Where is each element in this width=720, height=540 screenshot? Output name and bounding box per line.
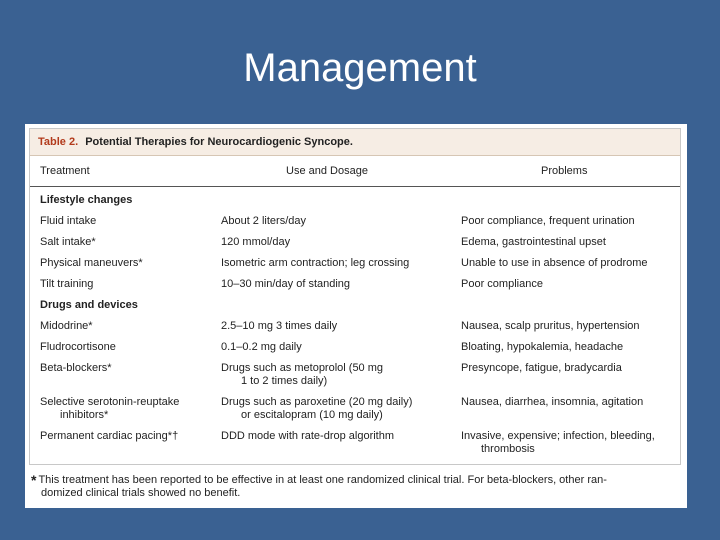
- header-use-dosage: Use and Dosage: [286, 165, 368, 177]
- footnote-marker: *: [31, 472, 37, 488]
- table-panel: [25, 124, 687, 508]
- problems-cell: [461, 278, 676, 291]
- problems-cell-line: thrombosis: [481, 443, 535, 455]
- problems-cell: [461, 430, 676, 456]
- problems-cell-line: Poor compliance: [461, 278, 543, 290]
- treatment-cell: [40, 362, 220, 375]
- use-dosage-cell-line: Drugs such as metoprolol (50 mg: [221, 362, 384, 374]
- treatment-cell-line: Permanent cardiac pacing*†: [40, 430, 179, 442]
- treatment-cell-line: Midodrine*: [40, 320, 93, 332]
- use-dosage-cell: [221, 215, 459, 228]
- problems-cell-line: Unable to use in absence of prodrome: [461, 257, 648, 269]
- problems-cell: [461, 236, 676, 249]
- use-dosage-cell: [221, 396, 459, 422]
- treatment-cell-line: Tilt training: [40, 278, 94, 290]
- problems-cell-line: Bloating, hypokalemia, headache: [461, 341, 624, 353]
- problems-cell: [461, 257, 676, 270]
- treatment-cell-line: Salt intake*: [40, 236, 96, 248]
- section-label: Drugs and devices: [40, 299, 138, 311]
- treatment-cell: [40, 257, 220, 270]
- use-dosage-cell: [221, 320, 459, 333]
- treatment-cell-line: Fluid intake: [40, 215, 97, 227]
- table-header-row: [30, 156, 680, 187]
- footnote-line: domized clinical trials showed no benefit.: [41, 487, 241, 499]
- treatment-cell-line: inhibitors*: [60, 409, 109, 421]
- problems-cell-line: Edema, gastrointestinal upset: [461, 236, 606, 248]
- problems-cell-line: Invasive, expensive; infection, bleeding,: [461, 430, 655, 442]
- treatment-cell-line: Fludrocortisone: [40, 341, 116, 353]
- table-footnote: [31, 474, 681, 500]
- table-caption-text: Potential Therapies for Neurocardiogenic Syncope.: [85, 136, 353, 148]
- use-dosage-cell-line: 1 to 2 times daily): [241, 375, 328, 387]
- use-dosage-cell-line: Drugs such as paroxetine (20 mg daily): [221, 396, 413, 408]
- use-dosage-cell-line: DDD mode with rate-drop algorithm: [221, 430, 395, 442]
- treatment-cell-line: Beta-blockers*: [40, 362, 112, 374]
- use-dosage-cell-line: 10–30 min/day of standing: [221, 278, 351, 290]
- header-treatment: Treatment: [40, 165, 90, 177]
- treatment-cell-line: Selective serotonin-reuptake: [40, 396, 180, 408]
- treatment-cell: [40, 278, 220, 291]
- use-dosage-cell: [221, 278, 459, 291]
- treatment-cell: [40, 341, 220, 354]
- use-dosage-cell-line: 2.5–10 mg 3 times daily: [221, 320, 338, 332]
- treatment-cell: [40, 430, 220, 443]
- table-caption: [30, 129, 680, 156]
- header-problems: Problems: [541, 165, 588, 177]
- treatment-cell: [40, 215, 220, 228]
- table-number: Table 2.: [38, 136, 79, 148]
- use-dosage-cell: [221, 257, 459, 270]
- treatment-cell: [40, 396, 220, 422]
- slide-title: Management: [243, 46, 477, 90]
- problems-cell: [461, 362, 676, 375]
- problems-cell: [461, 320, 676, 333]
- footnote-line: This treatment has been reported to be effective in at least one randomized clinical trial. For beta-blockers, other ran-: [38, 474, 607, 486]
- use-dosage-cell: [221, 341, 459, 354]
- section-label: Lifestyle changes: [40, 194, 133, 206]
- problems-cell: [461, 341, 676, 354]
- problems-cell: [461, 396, 676, 409]
- problems-cell-line: Presyncope, fatigue, bradycardia: [461, 362, 622, 374]
- use-dosage-cell: [221, 362, 459, 388]
- use-dosage-cell-line: or escitalopram (10 mg daily): [241, 409, 383, 421]
- treatment-cell: [40, 236, 220, 249]
- use-dosage-cell-line: Isometric arm contraction; leg crossing: [221, 257, 410, 269]
- problems-cell-line: Nausea, diarrhea, insomnia, agitation: [461, 396, 644, 408]
- use-dosage-cell: [221, 430, 459, 443]
- use-dosage-cell: [221, 236, 459, 249]
- treatment-cell-line: Physical maneuvers*: [40, 257, 143, 269]
- problems-cell: [461, 215, 676, 228]
- problems-cell-line: Poor compliance, frequent urination: [461, 215, 635, 227]
- use-dosage-cell-line: 0.1–0.2 mg daily: [221, 341, 302, 353]
- therapies-table: [29, 128, 681, 465]
- treatment-cell: [40, 320, 220, 333]
- use-dosage-cell-line: 120 mmol/day: [221, 236, 291, 248]
- problems-cell-line: Nausea, scalp pruritus, hypertension: [461, 320, 640, 332]
- use-dosage-cell-line: About 2 liters/day: [221, 215, 306, 227]
